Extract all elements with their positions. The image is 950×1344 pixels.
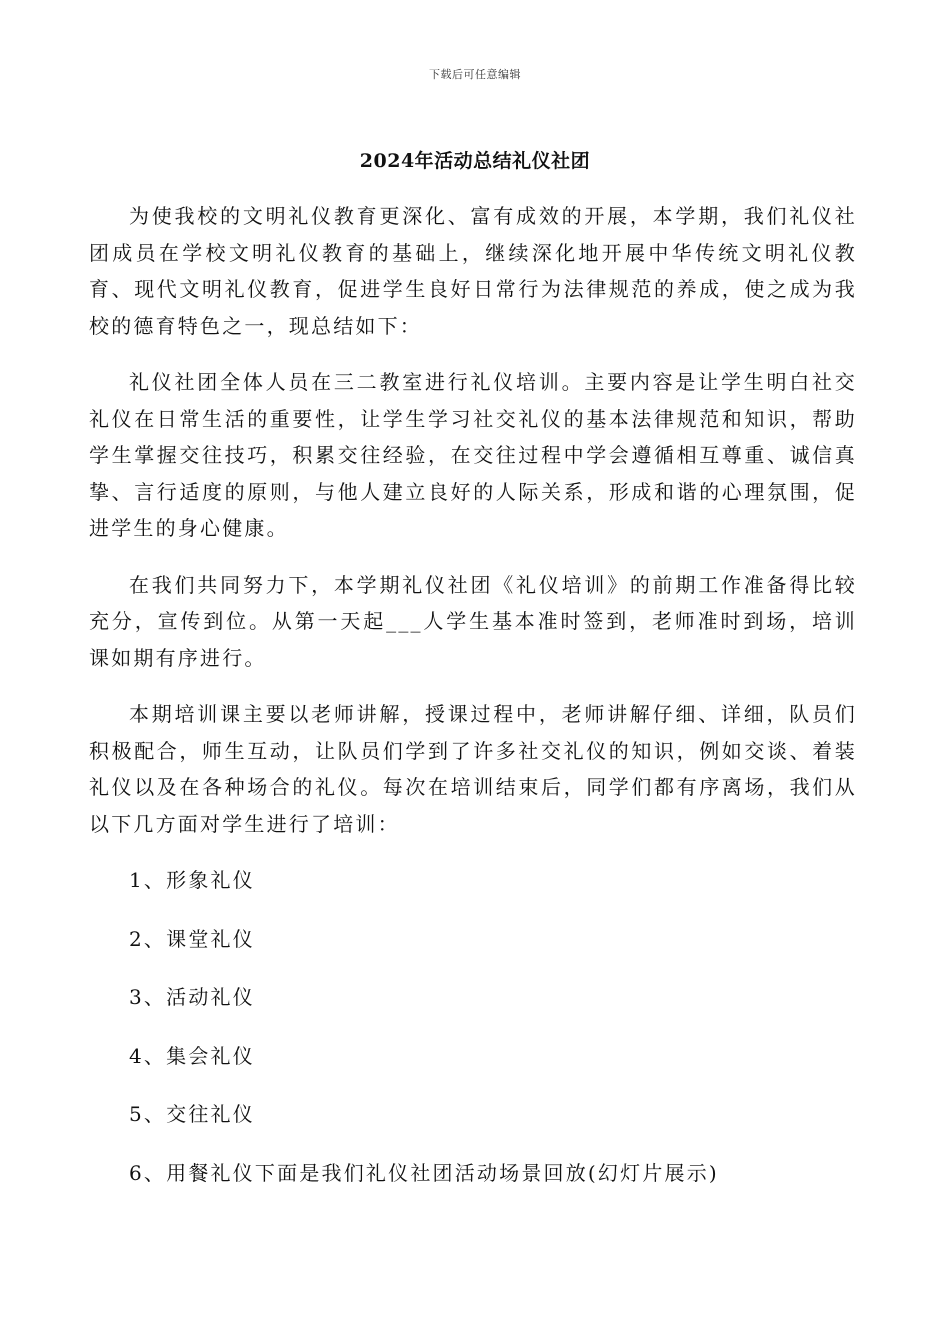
header-note: 下载后可任意编辑 <box>429 68 521 81</box>
list-item: 4、集会礼仪 <box>129 1043 255 1068</box>
list-item: 2、课堂礼仪 <box>129 926 255 951</box>
list-item: 6、用餐礼仪下面是我们礼仪社团活动场景回放(幻灯片展示) <box>129 1160 719 1185</box>
list-item: 1、形象礼仪 <box>129 868 255 892</box>
list-item: 5、交往礼仪 <box>129 1102 255 1126</box>
paragraph-preparation: 在我们共同努力下，本学期礼仪社团《礼仪培训》的前期工作准备得比较充分，宣传到位。从第一天起___人学生基本准时签到，老师准时到场，培训课如期有序进行。 <box>89 572 857 670</box>
document-title: 2024年活动总结礼仪社团 <box>359 150 591 172</box>
list-item: 3、活动礼仪 <box>129 985 255 1009</box>
paragraph-training-method: 本期培训课主要以老师讲解，授课过程中，老师讲解仔细、详细，队员们积极配合，师生互动，让队员们学到了许多社交礼仪的知识，例如交谈、着装礼仪以及在各种场合的礼仪。每次在培训结束后，同学们都有序离场，我们从以下几方面对学生进行了培训： <box>89 702 857 836</box>
paragraph-training-content: 礼仪社团全体人员在三二教室进行礼仪培训。主要内容是让学生明白社交礼仪在日常生活的重要性，让学生学习社交礼仪的基本法律规范和知识，帮助学生掌握交往技巧，积累交往经验，在交往过程中学会遵循相互尊重、诚信真挚、言行适度的原则，与他人建立良好的人际关系，形成和谐的心理氛围，促进学生的身心健康。 <box>89 370 857 540</box>
document-body <box>89 198 857 1213</box>
training-topics-list <box>89 862 857 1213</box>
paragraph-intro: 为使我校的文明礼仪教育更深化、富有成效的开展，本学期，我们礼仪社团成员在学校文明礼仪教育的基础上，继续深化地开展中华传统文明礼仪教育、现代文明礼仪教育，促进学生良好日常行为法律规范的养成，使之成为我校的德育特色之一，现总结如下： <box>89 204 857 338</box>
